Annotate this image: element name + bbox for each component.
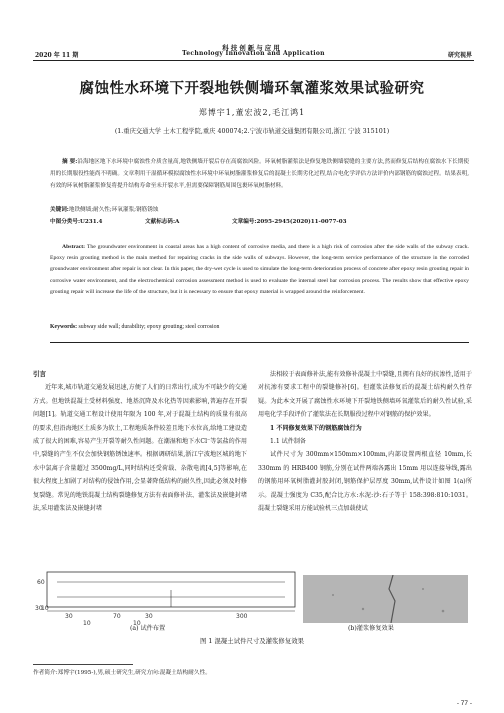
dim-label-10-left: 10 [41, 605, 49, 612]
body-left-column [33, 368, 247, 515]
article-title: 腐蚀性水环境下开裂地铁侧墙环氧灌浆效果试验研究 [79, 81, 425, 97]
dim-label-10-a: 10 [83, 620, 91, 625]
keywords-en [50, 324, 469, 330]
dim-label-30-a: 30 [65, 613, 73, 620]
caption-b: (b)灌浆修复效果 [348, 625, 394, 632]
article-number: 文章编号:2095-2945(2020)11-0077-03 [232, 219, 347, 225]
abstract-en [50, 242, 469, 298]
section-heading-intro: 引言 [33, 370, 46, 378]
authors: 郑博宇1,董宏波2,毛江鸿1 [198, 108, 306, 117]
intro-paragraph: 近年来,城市轨道交通发展迅速,方便了人们的日常出行,成为不可缺少的交通方式。但地铁混凝土受材料强度、地基沉降及水化热等因素影响,普遍存在开裂问题[1]。轨道交通工程设计使用年限为 100 年,对于混凝土结构的质量有很高的要求,但沿海地区土质多为软土,工程地质条件较差且地下水位高,给地工建设造成了很大的困难,容易产生开裂等耐久性问题。在潮湿和地下水Cl⁻等氯盐的作用中,裂缝的产生不仅会加快钢筋锈蚀速率。根据调研结果,浙江宁波地区城的地下水中氯离子含量超过 3500mg/L,同时结构还受荷载、杂散电流[4,5]等影响,在很大程度上加剧了对结构的侵蚀作用,会显著降低结构的耐久性,因此必须及时修复裂缝。常见的地铁混凝土结构裂缝修复方法有表面修补法、灌浆法及嵌缝封堵法,采用灌浆法及嵌缝封堵 [33, 384, 247, 513]
dim-label-30-left: 30 [35, 605, 43, 612]
dim-label-10-b: 10 [133, 620, 141, 625]
photo-texture [303, 575, 468, 623]
keywords-cn-label: 关键词: [50, 207, 69, 213]
dim-label-60: 60 [37, 579, 45, 586]
section-heading-1: 1 不同修复效果下的钢筋腐蚀行为 [270, 424, 362, 432]
abstract-cn-label: 摘 要: [62, 159, 78, 165]
keywords-en-text: subway side wall; durability; epoxy grouting; steel corrosion [78, 324, 220, 330]
caption-a: (a) 试件布置 [130, 625, 166, 632]
clc-number: 中图分类号:U231.4 [50, 219, 103, 225]
document-code: 文献标志码:A [145, 219, 180, 225]
abstract-cn [50, 156, 469, 192]
issue-label: 2020 年 11 期 [35, 52, 79, 59]
footnote-rule [33, 664, 133, 665]
subsection-heading-1-1: 1.1 试件制备 [270, 438, 307, 446]
dim-label-30-b: 30 [145, 613, 153, 620]
abstract-cn-text: 沿海地区地下水环境中腐蚀性介质含量高,地铁侧墙开裂后存在高腐蚀风险。环氧树脂灌浆法是修复地铁侧墙裂缝的主要方法,然而修复后结构在腐蚀水下长期使用的长期服役性能尚不明确。文章利用干湿循环模拟腐蚀性水环境中环氧树脂灌浆修复后的混凝土长期劣化过程,结合电化学评估方法评价内部钢筋的腐蚀过程。结果表明,有效的环氧树脂灌浆修复将提升结构寿命至未开裂水平,但需要保障钢筋周围包裹环氧树脂材料。 [50, 159, 469, 189]
journal-name-en: Technology Innovation and Application [182, 50, 325, 57]
keywords-cn-text: 地铁侧墙;耐久性;环氧灌浆;钢筋锈蚀 [68, 207, 159, 213]
figure-caption: 图 1 混凝土试件尺寸及灌浆修复效果 [200, 637, 304, 645]
dim-label-70: 70 [113, 613, 121, 620]
journal-name-cn: 科技创新与应用 [222, 44, 282, 52]
section-label: 研究视界 [447, 52, 472, 59]
page-number: - 77 - [456, 700, 472, 707]
keywords-cn [50, 205, 469, 213]
dim-label-300: 300 [236, 613, 248, 620]
grouting-repair-photo [303, 575, 468, 623]
right-paragraph-1: 法相较于表面修补法,能有效修补混凝土中裂缝,且拥有良好的抗渗性,适用于对抗渗有要求工程中的裂缝修补[6]。但灌浆法修复后的混凝土结构耐久性存疑。为此本文开展了腐蚀性水环境下开裂地铁侧墙环氧灌浆后的耐久性试验,采用电化学手段评价了灌浆法在长期服役过程中对钢筋的保护效果。 [258, 371, 472, 419]
body-right-column [258, 368, 472, 515]
author-footnote: 作者简介:郑博宇(1995-),男,硕士研究生,研究方向:混凝土结构耐久性。 [33, 670, 211, 676]
specimen-drawing [33, 570, 303, 625]
right-paragraph-2: 试件尺寸为 300mm×150mm×100mm,内部设置两根直径 10mm,长 330mm 的 HRB400 钢筋,分别在试件两端各露出 15mm 用以连接导线,露出的钢筋用环氧树脂灌封胶封闭,钢筋保护层厚度 30mm,试件设计如图 1(a)所示。混凝土强度为 C35,配合比方水:水泥:沙:石子等于 158:398:810:1031。混凝土裂缝采用方能试验机三点加载使试 [258, 451, 472, 513]
abstract-en-text: The groundwater environment in coastal areas has a high content of corrosive media, and there is a high risk of corrosion after the side walls of the subway crack. Epoxy resin grouting method is the main method for repairing cracks in the side walls of subways. However, the long-term service performance of the structure in the corroded groundwater environment after repair is not clear. In this paper, the dry-wet cycle is used to simulate the long-term deterioration process of concrete after epoxy resin grouting repair in corrosive water environment, and the electrochemical corrosion assessment method is used to evaluate the internal steel bar corrosion process. The results show that effective epoxy grouting repair will increase the life of the structure, but it is necessary to ensure that epoxy material is wrapped around the reinforcement. [50, 244, 469, 295]
header-rule [33, 60, 474, 61]
affiliation: (1.重庆交通大学 土木工程学院,重庆 400074;2.宁波市轨道交通集团有限公司,浙江 宁波 315101) [114, 128, 390, 135]
keywords-en-label: Keywords: [50, 324, 78, 330]
abstract-rule [50, 342, 469, 343]
abstract-en-label: Abstract: [62, 244, 86, 250]
